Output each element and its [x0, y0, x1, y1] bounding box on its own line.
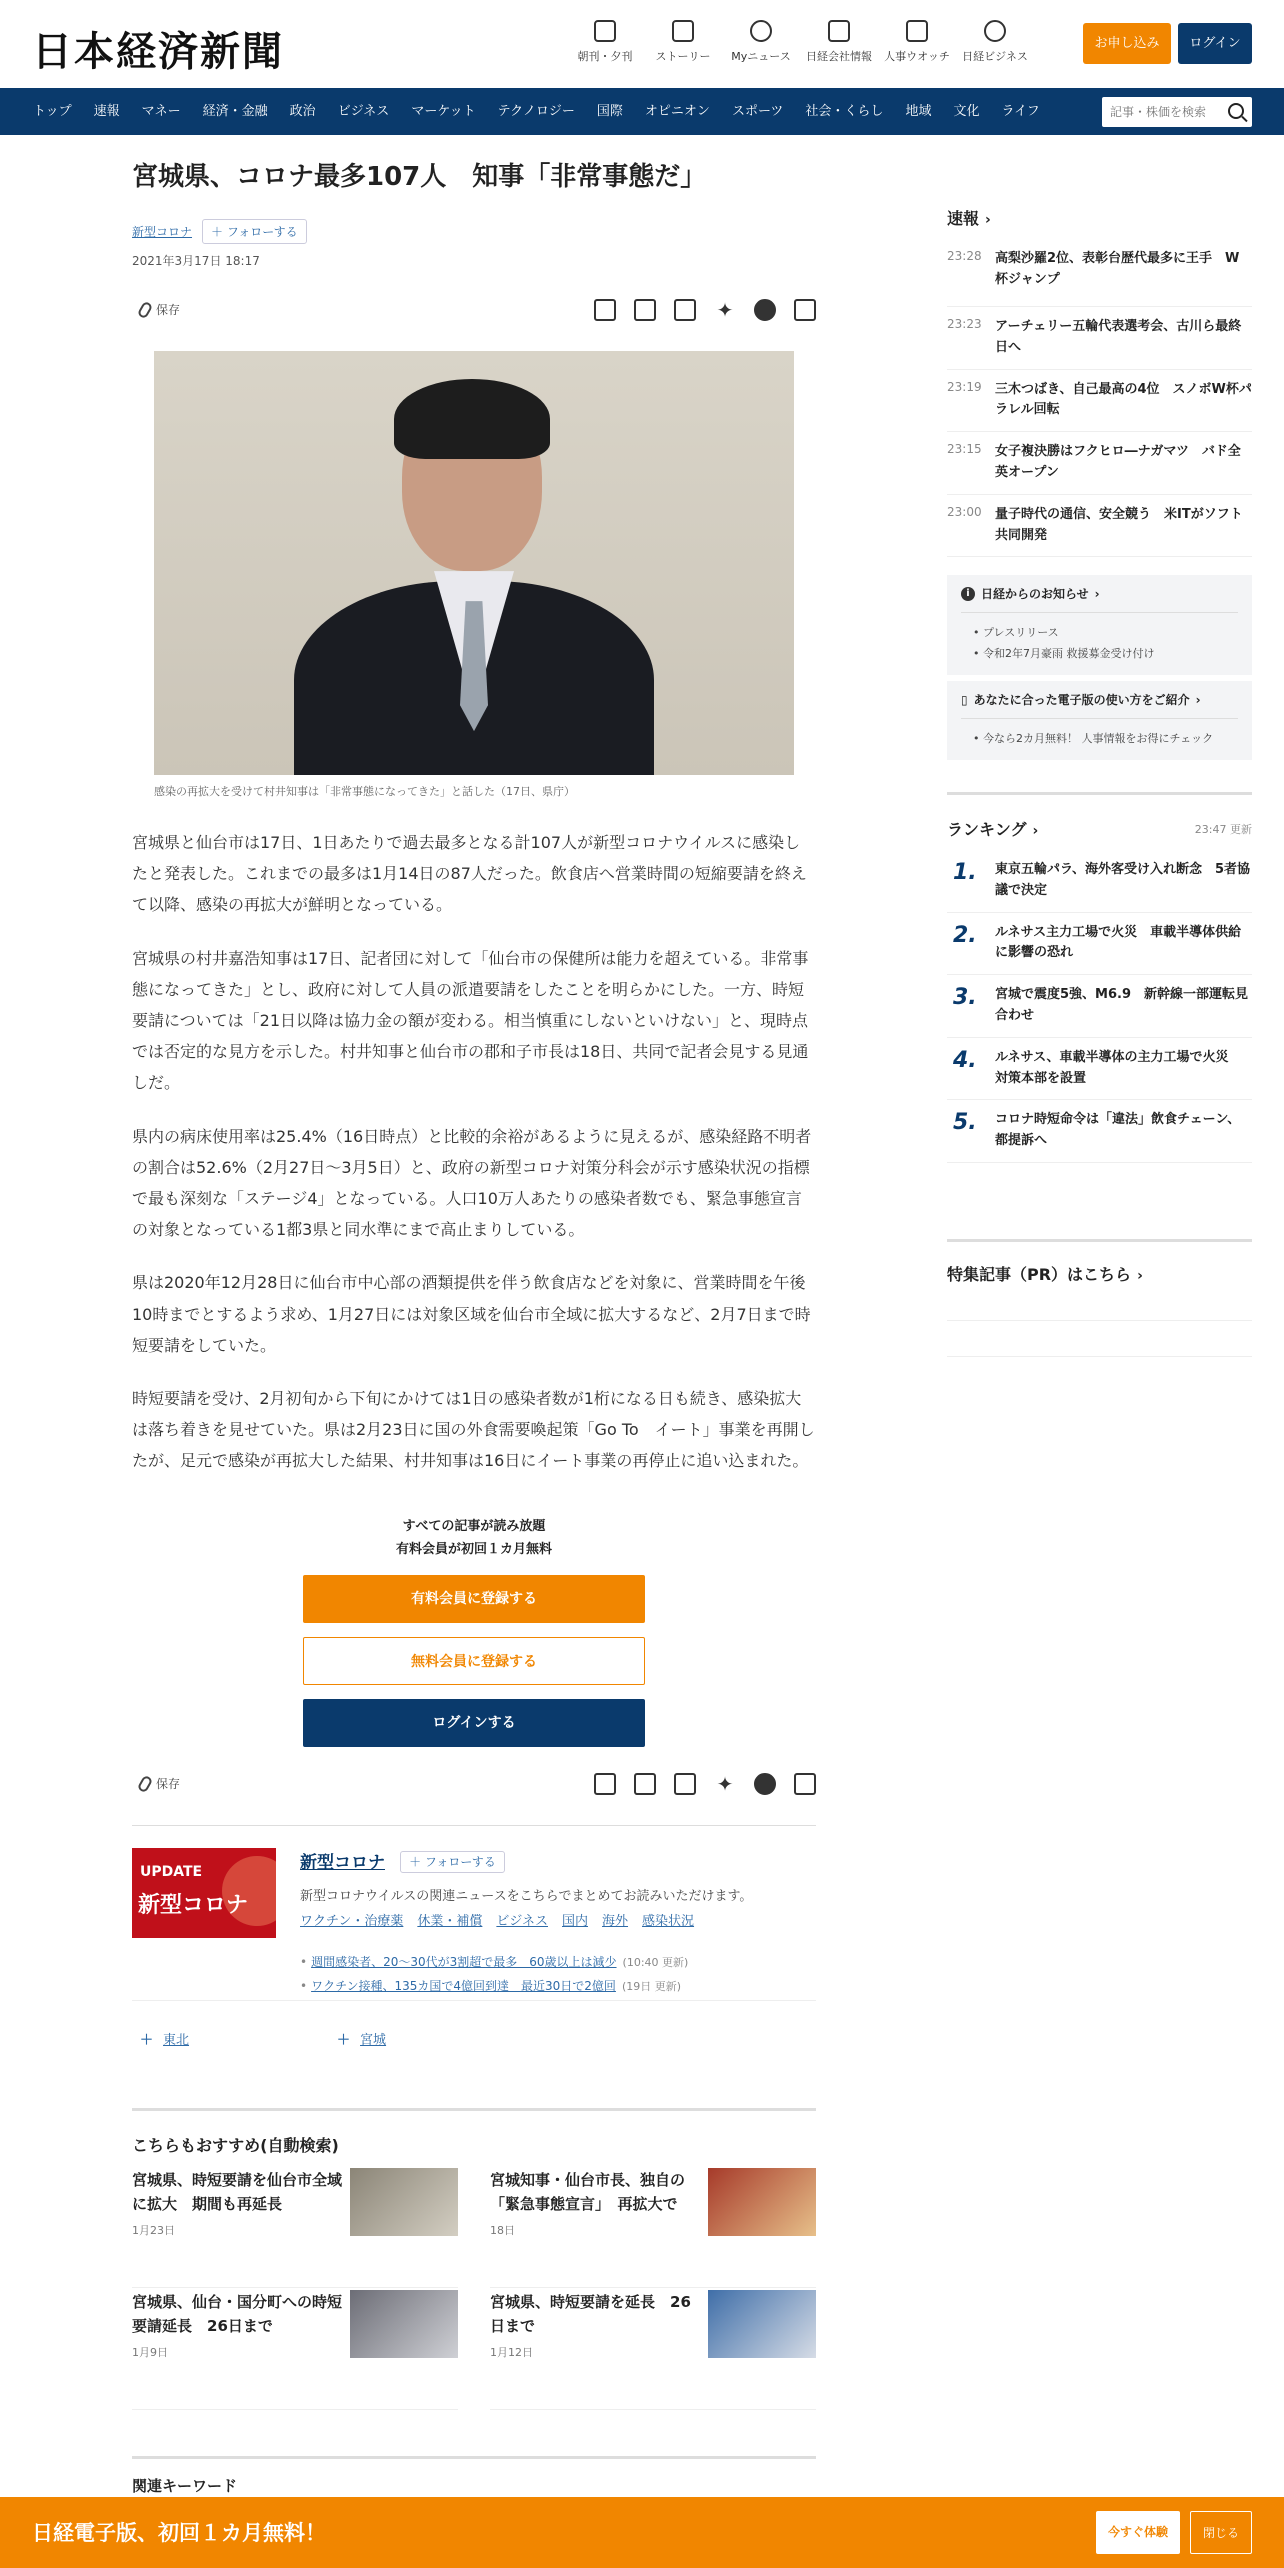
bookmark-icon[interactable] [674, 299, 696, 321]
paywall-lead [132, 1516, 816, 1560]
chevron-right-icon: › [1137, 1268, 1143, 1285]
follow-label: フォローする [424, 1854, 496, 1869]
flash-news-item[interactable] [947, 495, 1252, 558]
paywall-lead-line: すべての記事が読み放題 [402, 1519, 546, 1535]
pr-title[interactable] [947, 1262, 1252, 1285]
save-button[interactable] [140, 301, 180, 318]
nav-item-flash[interactable]: 速報 [93, 104, 120, 119]
notice-list [961, 612, 1238, 665]
topic-link[interactable]: 新型コロナ [132, 225, 193, 240]
info-icon: i [961, 587, 975, 601]
paywall [132, 1516, 816, 1746]
topic-tag[interactable]: ビジネス [496, 1913, 548, 1929]
guide-title: あなたに合った電子版の使い方をご紹介 [973, 693, 1190, 708]
rank-number: 2. [953, 922, 977, 948]
site-header [0, 0, 1284, 88]
clip-icon [137, 301, 154, 320]
recommend-title: こちらもおすすめ(自動検索) [132, 2135, 339, 2155]
plus-icon[interactable]: ＋ [140, 2032, 154, 2048]
photo-hair [394, 379, 550, 459]
nav-item-sports[interactable]: スポーツ [731, 104, 784, 119]
guide-item[interactable]: • 今なら2カ月無料！ 人事情報をお得にチェック [961, 729, 1238, 750]
rank-number: 1. [953, 860, 977, 886]
header-icon-menu [566, 20, 1034, 64]
nav-item-international[interactable]: 国際 [596, 104, 623, 119]
save-button[interactable] [140, 1775, 180, 1792]
newspaper-icon [594, 20, 616, 42]
notice-item[interactable]: • プレスリリース [961, 623, 1238, 644]
article [132, 160, 816, 2496]
save-label: 保存 [156, 303, 181, 318]
close-banner-button[interactable]: 閉じる [1190, 2511, 1252, 2554]
follow-button[interactable]: ＋ フォローする [202, 219, 307, 244]
plus-icon[interactable]: ＋ [337, 2032, 351, 2048]
paywall-lead-line: 有料会員が初回１カ月無料 [395, 1541, 552, 1557]
region-link-tohoku[interactable]: 東北 [163, 2032, 190, 2048]
nav-item-culture[interactable]: 文化 [953, 104, 980, 119]
promo-text: 日経電子版、初回１カ月無料！ [32, 2521, 326, 2545]
topic-tags [300, 1910, 816, 1929]
guide-list [961, 718, 1238, 750]
article-paragraph: 県は2020年12月28日に仙台市中心部の酒類提供を伴う飲食店などを対象に、営業時間を午後10時までとするよう求め、1月27日には対象区域を仙台市全域に拡大するなど、2月7日まで時短要請をしていた。 [132, 1273, 811, 1355]
promo-banner [0, 2497, 1284, 2568]
sidebar [947, 206, 1252, 1357]
chevron-right-icon: › [1195, 692, 1201, 707]
nav-personnel-watch[interactable] [878, 20, 956, 64]
nav-story[interactable] [644, 20, 722, 64]
register-paid-button[interactable]: 有料会員に登録する [303, 1575, 645, 1623]
rank-text: ルネサス、車載半導体の主力工場で火災 対策本部を設置 [995, 1049, 1242, 1086]
bullet: • [300, 1954, 308, 1969]
pr-section [947, 1239, 1252, 1357]
notice-header[interactable] [961, 585, 1238, 602]
icon-label: 日経ビジネス [962, 50, 1028, 63]
twitter-icon[interactable]: ✦ [716, 298, 734, 323]
topic-image[interactable] [132, 1848, 276, 1938]
ranking-item[interactable] [947, 1038, 1252, 1101]
facebook-icon[interactable] [754, 1773, 776, 1795]
region-link-miyagi[interactable]: 宮城 [360, 2032, 387, 2048]
flash-time: 23:15 [947, 442, 982, 457]
twitter-icon[interactable]: ✦ [716, 1771, 734, 1796]
article-body [132, 827, 816, 1476]
chart-icon [828, 20, 850, 42]
topic-image-update: UPDATE [140, 1863, 203, 1880]
region-tags [132, 2029, 816, 2048]
nav-item-business[interactable]: ビジネス [337, 104, 390, 119]
search-input[interactable] [1102, 97, 1220, 127]
clip-icon [137, 1774, 154, 1793]
nav-item-top[interactable]: トップ [33, 104, 72, 119]
search-person-icon [906, 20, 928, 42]
topic-tag[interactable]: 海外 [602, 1913, 629, 1929]
recommend-grid [132, 2168, 816, 2410]
chevron-right-icon: › [985, 212, 991, 228]
ranking-list [947, 850, 1252, 1163]
recommend-item[interactable] [132, 2290, 458, 2410]
flash-news-item[interactable] [947, 307, 1252, 370]
recommend-item[interactable] [490, 2290, 816, 2410]
recommend-thumbnail [708, 2168, 816, 2236]
topic-news-item [300, 1950, 688, 1974]
recommend-item-date: 1月9日 [132, 2345, 168, 2359]
flash-text: 量子時代の通信、安全競う 米ITがソフト共同開発 [995, 506, 1243, 543]
recommend-thumbnail [350, 2168, 458, 2236]
topic-news-time: (19日 更新) [621, 1979, 682, 1993]
nav-item-society[interactable]: 社会・くらし [805, 104, 884, 119]
nav-nikkei-business[interactable] [956, 20, 1034, 64]
pr-title-text: 特集記事（PR）はこちら [947, 1265, 1132, 1285]
notice-box [947, 575, 1252, 675]
rank-number: 3. [953, 985, 977, 1011]
topic-main [300, 1848, 816, 1929]
chevron-right-icon: › [1094, 586, 1100, 601]
guide-box [947, 681, 1252, 760]
recommend-thumbnail [708, 2290, 816, 2358]
flash-time: 23:28 [947, 249, 982, 263]
recommend-item-title: 宮城県、仙台・国分町への時短要請延長 26日まで [132, 2292, 343, 2335]
flash-news-item[interactable] [947, 370, 1252, 433]
nav-item-technology[interactable]: テクノロジー [497, 104, 575, 119]
recommend-item-title: 宮城知事・仙台市長、独自の「緊急事態宣言」 再拡大で [490, 2170, 686, 2213]
article-date: 2021年3月17日 18:17 [132, 254, 260, 269]
recommend-item[interactable] [490, 2168, 816, 2288]
bullet: • [300, 1978, 308, 1993]
topic-news-link[interactable]: ワクチン接種、135カ国で4億回到達 最近30日で2億回 [311, 1978, 616, 1993]
flash-time: 23:00 [947, 504, 982, 519]
flash-text: アーチェリー五輪代表選考会、古川ら最終日へ [995, 319, 1242, 355]
pr-item[interactable] [947, 1285, 1252, 1321]
guide-header[interactable] [961, 691, 1238, 708]
flash-news-list [947, 249, 1252, 557]
pr-list [947, 1285, 1252, 1357]
topic-news-link[interactable]: 週間感染者、20～30代が3割超で最多 60歳以上は減少 [311, 1954, 617, 1969]
register-free-button[interactable]: 無料会員に登録する [303, 1637, 645, 1685]
article-photo [154, 351, 794, 775]
ranking-item[interactable] [947, 975, 1252, 1038]
flash-time: 23:19 [947, 379, 982, 394]
topic-news-time: (10:40 更新) [622, 1955, 689, 1969]
nav-item-money[interactable]: マネー [141, 104, 181, 119]
share-icon[interactable] [794, 299, 816, 321]
recommend-item-title: 宮城県、時短要請を仙台市全域に拡大 期間も再延長 [132, 2170, 343, 2213]
nav-company-info[interactable] [800, 20, 878, 64]
ranking-item[interactable] [947, 913, 1252, 976]
icon-label: ストーリー [655, 50, 711, 63]
related-keywords-title: 関連キーワード [132, 2456, 816, 2496]
flash-title-text: 速報 [947, 209, 980, 228]
article-paragraph: 県内の病床使用率は25.4%（16日時点）と比較的余裕があるように見えるが、感染経路不明者の割合は52.6%（2月27日～3月5日）と、政府の新型コロナ対策分科会が示す感染状況の指標で最も深刻な「ステージ4」となっている。人口10万人あたりの感染者数でも、緊急事態宣言の対象となっている1都3県と同水準にまで高止まりしている。 [132, 1126, 812, 1240]
article-paragraph: 宮城県の村井嘉浩知事は17日、記者団に対して「仙台市の保健所は能力を超えている。非常事態になってきた」とし、政府に対して人員の派遣要請をしたことを明らかにした。一方、時短要請については「21日以降は協力金の額が変わる。相当慎重にしないといけない」と、現時点では否定的な見方を示した。村井知事と仙台市の郡和子市長は18日、共同で記者会見する見通しだ。 [132, 948, 809, 1093]
rank-text: コロナ時短命令は「違法」飲食チェーン、都提訴へ [995, 1112, 1241, 1149]
nav-item-economy[interactable]: 経済・金融 [202, 104, 268, 119]
share-icon[interactable] [794, 1773, 816, 1795]
recommend-thumbnail [350, 2290, 458, 2358]
recommend-section [132, 2108, 816, 2410]
rank-number: 5. [953, 1110, 977, 1136]
print-icon[interactable] [594, 299, 616, 321]
bookmark-icon[interactable] [674, 1773, 696, 1795]
flash-text: 高梨沙羅2位、表彰台歴代最多に王手 W杯ジャンプ [995, 251, 1240, 287]
article-toolbar [132, 293, 816, 327]
print-icon[interactable] [594, 1773, 616, 1795]
share-tools [594, 1773, 816, 1795]
flash-news-item[interactable] [947, 249, 1252, 307]
topic-name-link[interactable]: 新型コロナ [300, 1852, 385, 1873]
topic-tag[interactable]: 感染状況 [642, 1913, 695, 1929]
site-logo[interactable]: 日本経済新聞 [32, 28, 284, 75]
rank-text: 宮城で震度5強、M6.9 新幹線一部運転見合わせ [995, 987, 1249, 1024]
ranking-item[interactable] [947, 850, 1252, 913]
icon-label: Myニュース [731, 50, 791, 63]
topic-image-name: 新型コロナ [138, 1892, 249, 1918]
article-toolbar-bottom [132, 1767, 816, 1801]
article-meta [132, 219, 816, 244]
recommend-item-title: 宮城県、時短要請を延長 26日まで [490, 2292, 691, 2335]
recommend-item-date: 1月12日 [490, 2345, 533, 2359]
search-icon[interactable] [1228, 103, 1244, 119]
compass-icon [984, 20, 1006, 42]
rank-text: 東京五輪パラ、海外客受け入れ断念 5者協議で決定 [995, 862, 1251, 898]
mail-icon[interactable] [634, 1773, 656, 1795]
topic-news-item [300, 1974, 688, 1998]
recommend-item-date: 1月23日 [132, 2223, 175, 2237]
notice-title: 日経からのお知らせ [981, 587, 1089, 602]
search-box [1102, 97, 1252, 127]
mail-icon[interactable] [634, 299, 656, 321]
nav-item-politics[interactable]: 政治 [289, 104, 316, 119]
ranking-title-text: ランキング [947, 820, 1027, 840]
ranking-item[interactable] [947, 1100, 1252, 1163]
document-icon [672, 20, 694, 42]
main-nav [0, 88, 1284, 135]
article-paragraph: 時短要請を受け、2月初旬から下旬にかけては1日の感染者数が1桁になる日も続き、感染拡大は落ち着きを見せていた。県は2月23日に国の外食需要喚起策「Go To イート」事業を再開したが、足元で感染が再拡大した結果、村井知事は16日にイート事業の再停止に追い込まれた。 [132, 1388, 815, 1471]
article-paragraph: 宮城県と仙台市は17日、1日あたりで過去最多となる計107人が新型コロナウイルスに感染したと発表した。これまでの最多は1月14日の87人だった。飲食店へ営業時間の短縮要請を終えて以降、感染の再拡大が鮮明となっている。 [132, 833, 807, 915]
flash-news-title[interactable] [947, 206, 1252, 229]
flash-news-item[interactable] [947, 432, 1252, 495]
save-label: 保存 [156, 1776, 181, 1791]
topic-news-list [300, 1950, 688, 1998]
nav-item-opinion[interactable]: オピニオン [644, 104, 710, 119]
icon-label: 日経会社情報 [806, 50, 872, 63]
apply-button[interactable]: お申し込み [1083, 23, 1171, 64]
topic-follow-button[interactable]: ＋ フォローする [400, 1851, 505, 1873]
chevron-right-icon: › [1032, 823, 1039, 840]
follow-label: フォローする [226, 225, 298, 240]
share-tools [594, 299, 816, 321]
nav-morning-evening[interactable] [566, 20, 644, 64]
icon-label: 朝刊・夕刊 [577, 50, 633, 63]
region-tag [140, 2029, 189, 2048]
facebook-icon[interactable] [754, 299, 776, 321]
ranking-updated: 23:47 更新 [1194, 823, 1252, 837]
rank-text: ルネサス主力工場で火災 車載半導体供給に影響の恐れ [995, 924, 1242, 961]
nav-item-market[interactable]: マーケット [411, 104, 476, 119]
ranking-header [947, 792, 1252, 840]
login-button[interactable]: ログイン [1178, 23, 1252, 64]
recommend-item[interactable] [132, 2168, 458, 2288]
flash-text: 三木つばき、自己最高の4位 スノボW杯パラレル回転 [995, 381, 1252, 418]
topic-tag[interactable]: 休業・補償 [417, 1913, 483, 1929]
pr-item[interactable] [947, 1321, 1252, 1357]
paywall-login-button[interactable]: ログインする [303, 1699, 645, 1747]
flash-time: 23:23 [947, 317, 982, 331]
book-icon: ▯ [961, 692, 968, 707]
notice-item[interactable]: • 令和2年7月豪雨 救援募金受け付け [961, 644, 1238, 665]
topic-box [132, 1825, 816, 2001]
topic-tag[interactable]: ワクチン・治療薬 [300, 1913, 404, 1929]
recommend-item-date: 18日 [490, 2223, 515, 2237]
article-title: 宮城県、コロナ最多107人 知事「非常事態だ」 [132, 162, 707, 192]
topic-tag[interactable]: 国内 [562, 1913, 589, 1929]
region-tag [337, 2029, 386, 2048]
user-icon [750, 20, 772, 42]
icon-label: 人事ウオッチ [884, 50, 950, 63]
rank-number: 4. [953, 1047, 977, 1073]
nav-item-life[interactable]: ライフ [1001, 104, 1040, 119]
topic-description: 新型コロナウイルスの関連ニュースをこちらでまとめてお読みいただけます。 [300, 1888, 753, 1904]
flash-text: 女子複決勝はフクヒロ―ナガマツ バド全英オープン [995, 444, 1241, 480]
try-now-button[interactable]: 今すぐ体験 [1096, 2511, 1180, 2554]
photo-caption: 感染の再拡大を受けて村井知事は「非常事態になってきた」と話した（17日、県庁） [154, 785, 575, 799]
nav-item-region[interactable]: 地域 [905, 104, 932, 119]
nav-my-news[interactable] [722, 20, 800, 64]
